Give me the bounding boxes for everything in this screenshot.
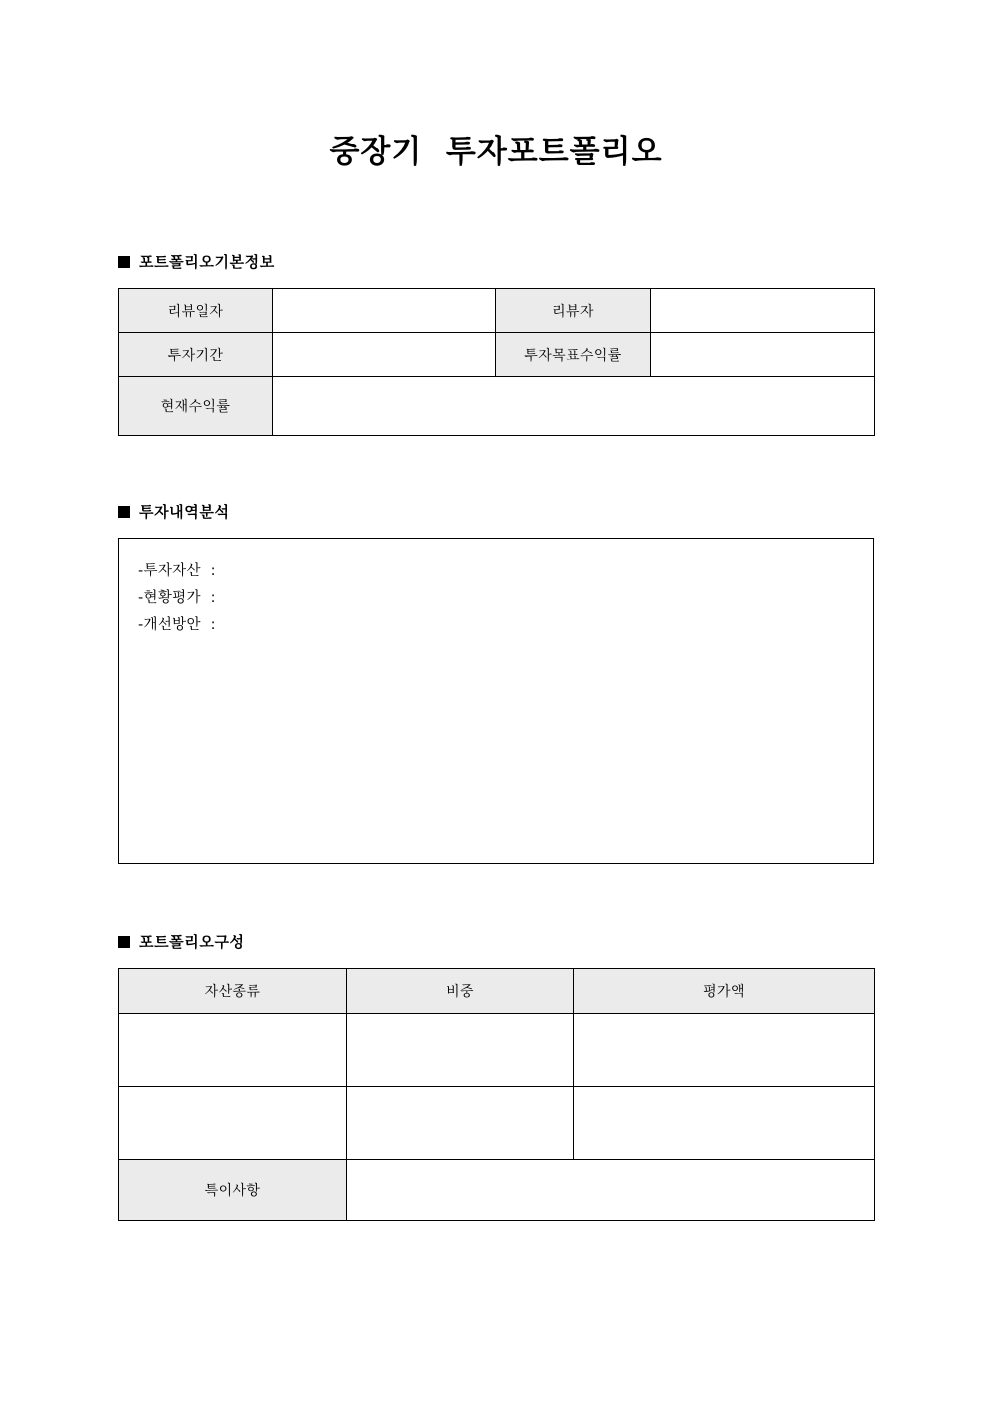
analysis-line-status-evaluation: -현황평가 : — [138, 590, 216, 606]
field-review-date[interactable] — [273, 289, 496, 333]
section-heading-basic-info — [118, 251, 275, 272]
field-reviewer[interactable] — [651, 289, 875, 333]
label-investment-period: 투자기간 — [119, 333, 273, 377]
table-row — [119, 1087, 875, 1160]
table-header-row — [119, 969, 875, 1014]
column-header-weight: 비중 — [347, 969, 574, 1014]
column-header-valuation: 평가액 — [574, 969, 875, 1014]
page-title: 중장기 투자포트폴리오 — [329, 134, 663, 170]
table-row — [119, 289, 875, 333]
analysis-line-improvement-plan: -개선방안 : — [138, 617, 216, 633]
table-row — [119, 1014, 875, 1087]
section-heading-analysis-label: 투자내역분석 — [139, 503, 230, 521]
cell-valuation-2[interactable] — [574, 1087, 875, 1160]
table-row — [119, 1160, 875, 1221]
table-row — [119, 333, 875, 377]
column-header-asset-type: 자산종류 — [119, 969, 347, 1014]
filled-square-marker-icon — [118, 936, 130, 948]
cell-asset-type-2[interactable] — [119, 1087, 347, 1160]
field-target-return-rate[interactable] — [651, 333, 875, 377]
basic-info-table — [118, 288, 875, 436]
label-current-return-rate: 현재수익률 — [119, 377, 273, 436]
label-review-date: 리뷰일자 — [119, 289, 273, 333]
section-heading-composition-label: 포트폴리오구성 — [139, 933, 245, 951]
field-current-return-rate[interactable] — [273, 377, 875, 436]
label-target-return-rate: 투자목표수익률 — [496, 333, 651, 377]
cell-asset-type-1[interactable] — [119, 1014, 347, 1087]
field-investment-period[interactable] — [273, 333, 496, 377]
label-remarks: 특이사항 — [119, 1160, 347, 1221]
section-heading-composition — [118, 931, 245, 952]
field-remarks[interactable] — [347, 1160, 875, 1221]
table-row — [119, 377, 875, 436]
section-heading-basic-info-label: 포트폴리오기본정보 — [139, 253, 275, 271]
label-reviewer: 리뷰자 — [496, 289, 651, 333]
composition-table — [118, 968, 875, 1221]
cell-weight-1[interactable] — [347, 1014, 574, 1087]
cell-valuation-1[interactable] — [574, 1014, 875, 1087]
section-heading-analysis — [118, 501, 230, 522]
filled-square-marker-icon — [118, 506, 130, 518]
analysis-textbox[interactable] — [118, 538, 874, 864]
cell-weight-2[interactable] — [347, 1087, 574, 1160]
filled-square-marker-icon — [118, 256, 130, 268]
analysis-line-assets: -투자자산 : — [138, 563, 216, 579]
